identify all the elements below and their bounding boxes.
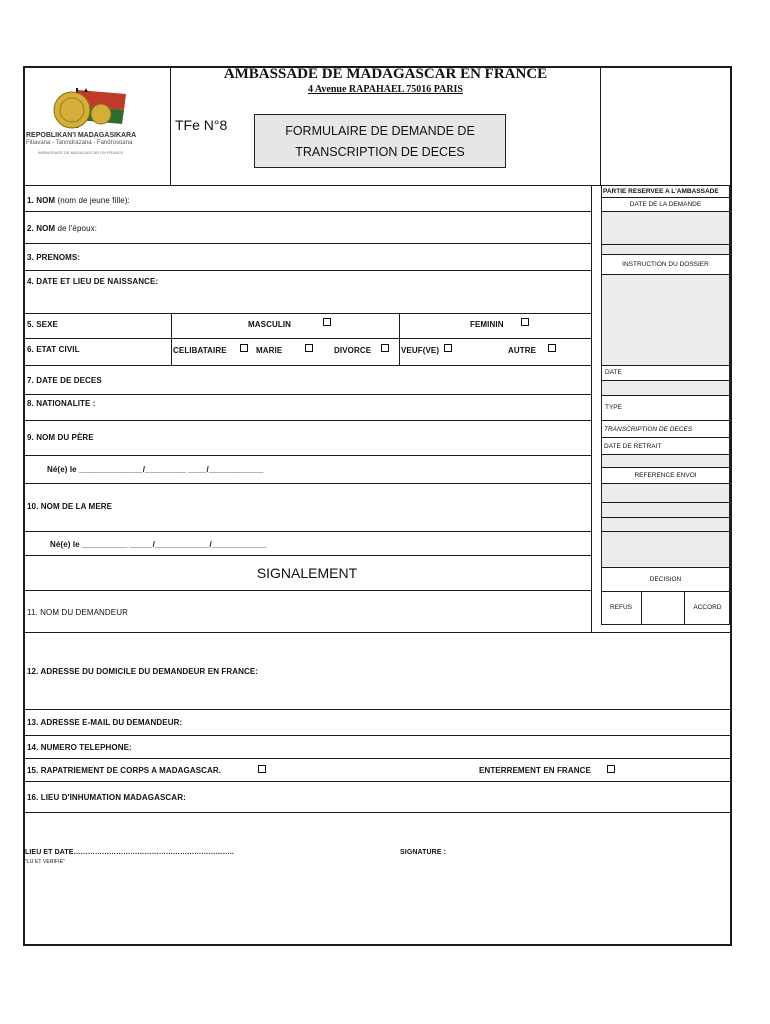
sidebar-date-retrait: DATE DE RETRAIT (604, 443, 662, 450)
label-lu-verifie: "LU ET VERIFIE" (25, 859, 65, 865)
embassy-logo (26, 80, 166, 162)
field-date-retrait[interactable] (602, 455, 729, 467)
form-code: TFe N°8 (175, 117, 228, 133)
sidebar-accord: ACCORD (693, 604, 722, 611)
field-reference-2[interactable] (602, 503, 729, 517)
form-title-box (254, 114, 506, 168)
logo-line1: REPOBLIKAN'I MADAGASIKARA (26, 132, 137, 139)
sidebar-reference: REFERENCE ENVOI (634, 472, 697, 479)
sidebar-transcription: TRANSCRIPTION DE DECES (604, 426, 693, 433)
checkbox-celibataire[interactable] (240, 344, 248, 352)
checkbox-masculin[interactable] (323, 318, 331, 326)
label-signature: SIGNATURE : (400, 849, 447, 856)
label-demandeur: 11. NOM DU DEMANDEUR (27, 608, 128, 617)
label-marie: MARIE (256, 346, 283, 355)
label-nom: 1. NOM (nom de jeune fille): (27, 196, 130, 205)
label-telephone: 14. NUMERO TELEPHONE: (27, 743, 132, 752)
label-etat-civil: 6. ETAT CIVIL (27, 345, 80, 354)
form-title-line1: FORMULAIRE DE DEMANDE DE (285, 124, 475, 138)
logo-line2: Fitiavana - Tanindrazana - Fandrosoana (26, 140, 133, 146)
label-epoux: 2. NOM de l'époux: (27, 224, 98, 233)
label-enterrement: ENTERREMENT EN FRANCE (479, 766, 591, 775)
field-reference-3[interactable] (602, 518, 729, 531)
label-naissance: 4. DATE ET LIEU DE NAISSANCE: (27, 277, 159, 286)
label-nom-mere: 10. NOM DE LA MERE (27, 502, 113, 511)
field-reference-4[interactable] (602, 532, 729, 567)
checkbox-marie[interactable] (305, 344, 313, 352)
label-nom-pere: 9. NOM DU PÈRE (27, 433, 94, 442)
field-date[interactable] (602, 381, 729, 395)
checkbox-rapatriement[interactable] (258, 765, 266, 773)
field-instruction[interactable] (602, 275, 729, 365)
checkbox-autre[interactable] (548, 344, 556, 352)
label-masculin: MASCULIN (248, 320, 292, 329)
label-email: 13. ADRESSE E-MAIL DU DEMANDEUR: (27, 718, 183, 727)
label-lieu-date: LIEU ET DATE………………………………………………………….. (25, 849, 234, 856)
field-date-demande[interactable] (602, 212, 729, 244)
sidebar-instruction: INSTRUCTION DU DOSSIER (622, 261, 709, 268)
logo-line3: AMBASSADE DE MADAGASCAR EN FRANCE (38, 150, 124, 155)
checkbox-enterrement[interactable] (607, 765, 615, 773)
embassy-title: AMBASSADE DE MADAGASCAR EN FRANCE (223, 66, 548, 82)
field-reference-1[interactable] (602, 484, 729, 502)
field-extra-1[interactable] (602, 245, 729, 254)
label-rapatriement: 15. RAPATRIEMENT DE CORPS A MADAGASCAR. (27, 766, 222, 775)
signalement-heading: SIGNALEMENT (256, 565, 358, 581)
sidebar-refus: REFUS (609, 604, 633, 611)
form-title-line2: TRANSCRIPTION DE DECES (295, 145, 465, 159)
sidebar-date: DATE (605, 369, 622, 376)
sidebar-date-demande: DATE DE LA DEMANDE (629, 201, 702, 208)
frame-left (23, 66, 25, 946)
label-adresse: 12. ADRESSE DU DOMICILE DU DEMANDEUR EN FRANCE: (27, 667, 259, 676)
checkbox-feminin[interactable] (521, 318, 529, 326)
sidebar-type: TYPE (605, 404, 622, 411)
label-veuf: VEUF(VE) (401, 346, 440, 355)
label-ne-le-pere: Né(e) le ______________/_________ ____/____________ (47, 465, 264, 474)
label-ne-le-mere: Né(e) le __________ _____/____________/____________ (50, 540, 267, 549)
sidebar-partie: PARTIE RESERVEE A L'AMBASSADE (603, 188, 719, 195)
checkbox-divorce[interactable] (381, 344, 389, 352)
header-divider-right (600, 66, 601, 186)
frame-right (730, 66, 732, 946)
embassy-address: 4 Avenue RAPAHAEL 75016 PARIS (307, 84, 463, 95)
label-inhumation: 16. LIEU D'INHUMATION MADAGASCAR: (27, 793, 186, 802)
label-feminin: FEMININ (470, 320, 504, 329)
label-prenoms: 3. PRENOMS: (27, 253, 81, 262)
frame-bottom (23, 944, 731, 946)
label-autre: AUTRE (508, 346, 537, 355)
label-divorce: DIVORCE (334, 346, 372, 355)
label-nationalite: 8. NATIONALITE : (27, 399, 96, 408)
label-celibataire: CELIBATAIRE (173, 346, 227, 355)
label-date-deces: 7. DATE DE DECES (27, 376, 102, 385)
label-sexe: 5. SEXE (27, 320, 58, 329)
checkbox-veuf[interactable] (444, 344, 452, 352)
sidebar-decision: DECISION (649, 576, 682, 583)
